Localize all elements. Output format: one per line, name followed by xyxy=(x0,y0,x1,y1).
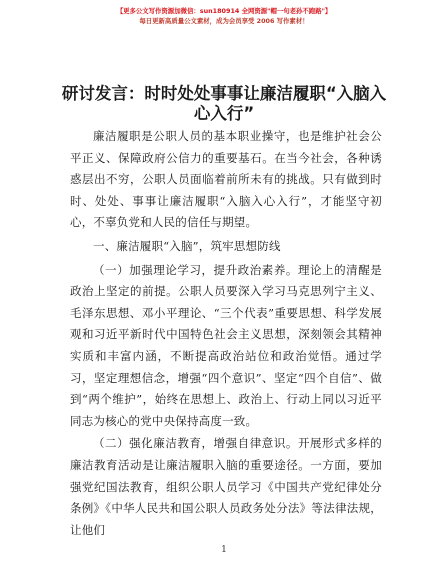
document-title: 研讨发言：时时处处事事让廉洁履职“入脑入心入行” xyxy=(61,84,387,123)
promo-banner xyxy=(0,6,448,26)
promo-banner-line2: 每日更新高质量公文素材，成为会员享受 2006 写作素材！ xyxy=(139,17,309,25)
document-body xyxy=(70,126,382,541)
intro-paragraph: 廉洁履职是公职人员的基本职业操守，也是维护社会公平正义、保障政府公信力的重要基石。在当今社会，各种诱惑层出不穷，公职人员面临着前所未有的挑战。只有做到时时、处处、事事让廉洁履职“入脑入心入行”，才能坚守初心，不辜负党和人民的信任与期望。 xyxy=(70,129,382,230)
body-paragraph: （一）加强理论学习，提升政治素养。理论上的清醒是政治上坚定的前提。公职人员要深入学习马克思列宁主义、毛泽东思想、邓小平理论、“三个代表”重要思想、科学发展观和习近平新时代中国特色社会主义思想，深刻领会其精神实质和丰富内涵，不断提高政治站位和政治觉悟。通过学习，坚定理想信念，增强“四个意识”、坚定“四个自信”、做到“两个维护”，始终在思想上、政治上、行动上同以习近平同志为核心的党中央保持高度一致。 xyxy=(70,262,382,428)
promo-banner-line1: 【更多公文写作资源加微信：sun180914 全网资源"帽一句老孙不跑路"】 xyxy=(116,7,332,15)
page-number: 1 xyxy=(221,545,227,555)
section-heading: 一、廉洁履职“入脑”，筑牢思想防线 xyxy=(93,238,281,253)
body-paragraph: （二）强化廉洁教育，增强自律意识。开展形式多样的廉洁教育活动是让廉洁履职入脑的重要途径。一方面，要加强党纪国法教育，组织公职人员学习《中国共产党纪律处分条例》《中华人民共和国公职人员政务处分法》等法律法规，让他们 xyxy=(70,436,382,537)
